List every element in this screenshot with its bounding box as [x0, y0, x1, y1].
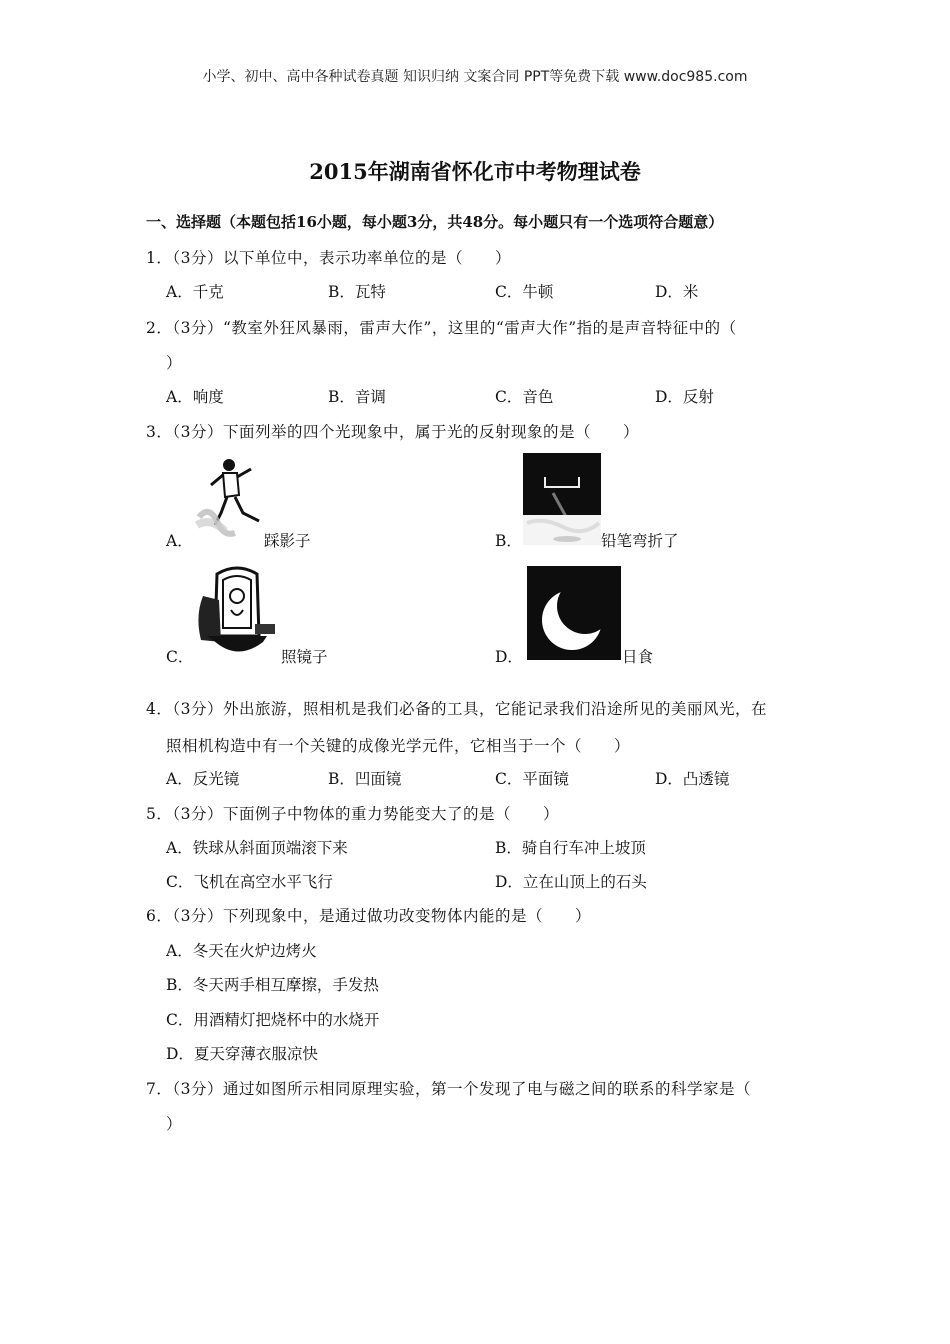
q2-option-b: B．音调 — [328, 388, 386, 406]
q3-option-d-caption: 日食 — [622, 648, 654, 666]
pencil-in-water-icon — [523, 453, 601, 545]
q6-option-c: C．用酒精灯把烧杯中的水烧开 — [166, 1011, 380, 1029]
q6-option-d: D．夏天穿薄衣服凉快 — [166, 1045, 318, 1063]
q5-option-a: A．铁球从斜面顶端滚下来 — [166, 839, 348, 857]
q1-option-a: A．千克 — [166, 283, 224, 301]
q1-option-b: B．瓦特 — [328, 283, 386, 301]
q1-option-d: D．米 — [655, 283, 699, 301]
q6-option-a: A．冬天在火炉边烤火 — [166, 942, 317, 960]
q1-option-c: C．牛顿 — [495, 283, 554, 301]
q3-option-b-caption: 铅笔弯折了 — [601, 532, 679, 550]
q3-option-a-caption: 踩影子 — [264, 532, 311, 550]
question-1-stem: 1．（3分）以下单位中，表示功率单位的是（ ） — [146, 249, 511, 267]
q5-option-c: C．飞机在高空水平飞行 — [166, 873, 333, 891]
question-7-stem: 7．（3分）通过如图所示相同原理实验，第一个发现了电与磁之间的联系的科学家是（ — [146, 1080, 751, 1098]
section-title: 一、选择题（本题包括16小题，每小题3分，共48分。每小题只有一个选项符合题意） — [146, 213, 724, 231]
q3-option-a-letter: A． — [166, 532, 193, 550]
q5-option-b: B．骑自行车冲上坡顶 — [495, 839, 646, 857]
question-2-stem: 2．（3分）“教室外狂风暴雨，雷声大作”，这里的“雷声大作”指的是声音特征中的（ — [146, 319, 737, 337]
question-3-stem: 3．（3分）下面列举的四个光现象中，属于光的反射现象的是（ ） — [146, 423, 639, 441]
crescent-sun-eclipse-icon — [527, 566, 621, 660]
page-header: 小学、初中、高中各种试卷真题 知识归纳 文案合同 PPT等免费下载 www.doc985.com — [202, 69, 748, 85]
q4-option-d: D．凸透镜 — [655, 770, 730, 788]
q3-option-b-letter: B． — [495, 532, 522, 550]
person-kicking-shadow-icon — [195, 455, 265, 545]
question-5-stem: 5．（3分）下面例子中物体的重力势能变大了的是（ ） — [146, 805, 559, 823]
q3-option-c-caption: 照镜子 — [281, 648, 328, 666]
q2-option-d: D．反射 — [655, 388, 714, 406]
q5-option-d: D．立在山顶上的石头 — [495, 873, 647, 891]
q4-option-c: C．平面镜 — [495, 770, 569, 788]
person-at-mirror-icon — [193, 566, 281, 661]
q4-option-a: A．反光镜 — [166, 770, 240, 788]
question-6-stem: 6．（3分）下列现象中，是通过做功改变物体内能的是（ ） — [146, 907, 591, 925]
question-4-stem: 4．（3分）外出旅游，照相机是我们必备的工具，它能记录我们沿途所见的美丽风光，在 — [146, 700, 767, 718]
q6-option-b: B．冬天两手相互摩擦，手发热 — [166, 976, 379, 994]
page-title: 2015年湖南省怀化市中考物理试卷 — [309, 159, 641, 184]
q3-option-c-letter: C． — [166, 648, 194, 666]
question-7-stem-cont: ） — [166, 1115, 183, 1133]
question-2-stem-cont: ） — [166, 354, 183, 372]
question-4-stem-cont: 照相机构造中有一个关键的成像光学元件，它相当于一个（ ） — [166, 737, 631, 755]
q4-option-b: B．凹面镜 — [328, 770, 402, 788]
q2-option-a: A．响度 — [166, 388, 224, 406]
q3-option-d-letter: D． — [495, 648, 523, 666]
q2-option-c: C．音色 — [495, 388, 554, 406]
